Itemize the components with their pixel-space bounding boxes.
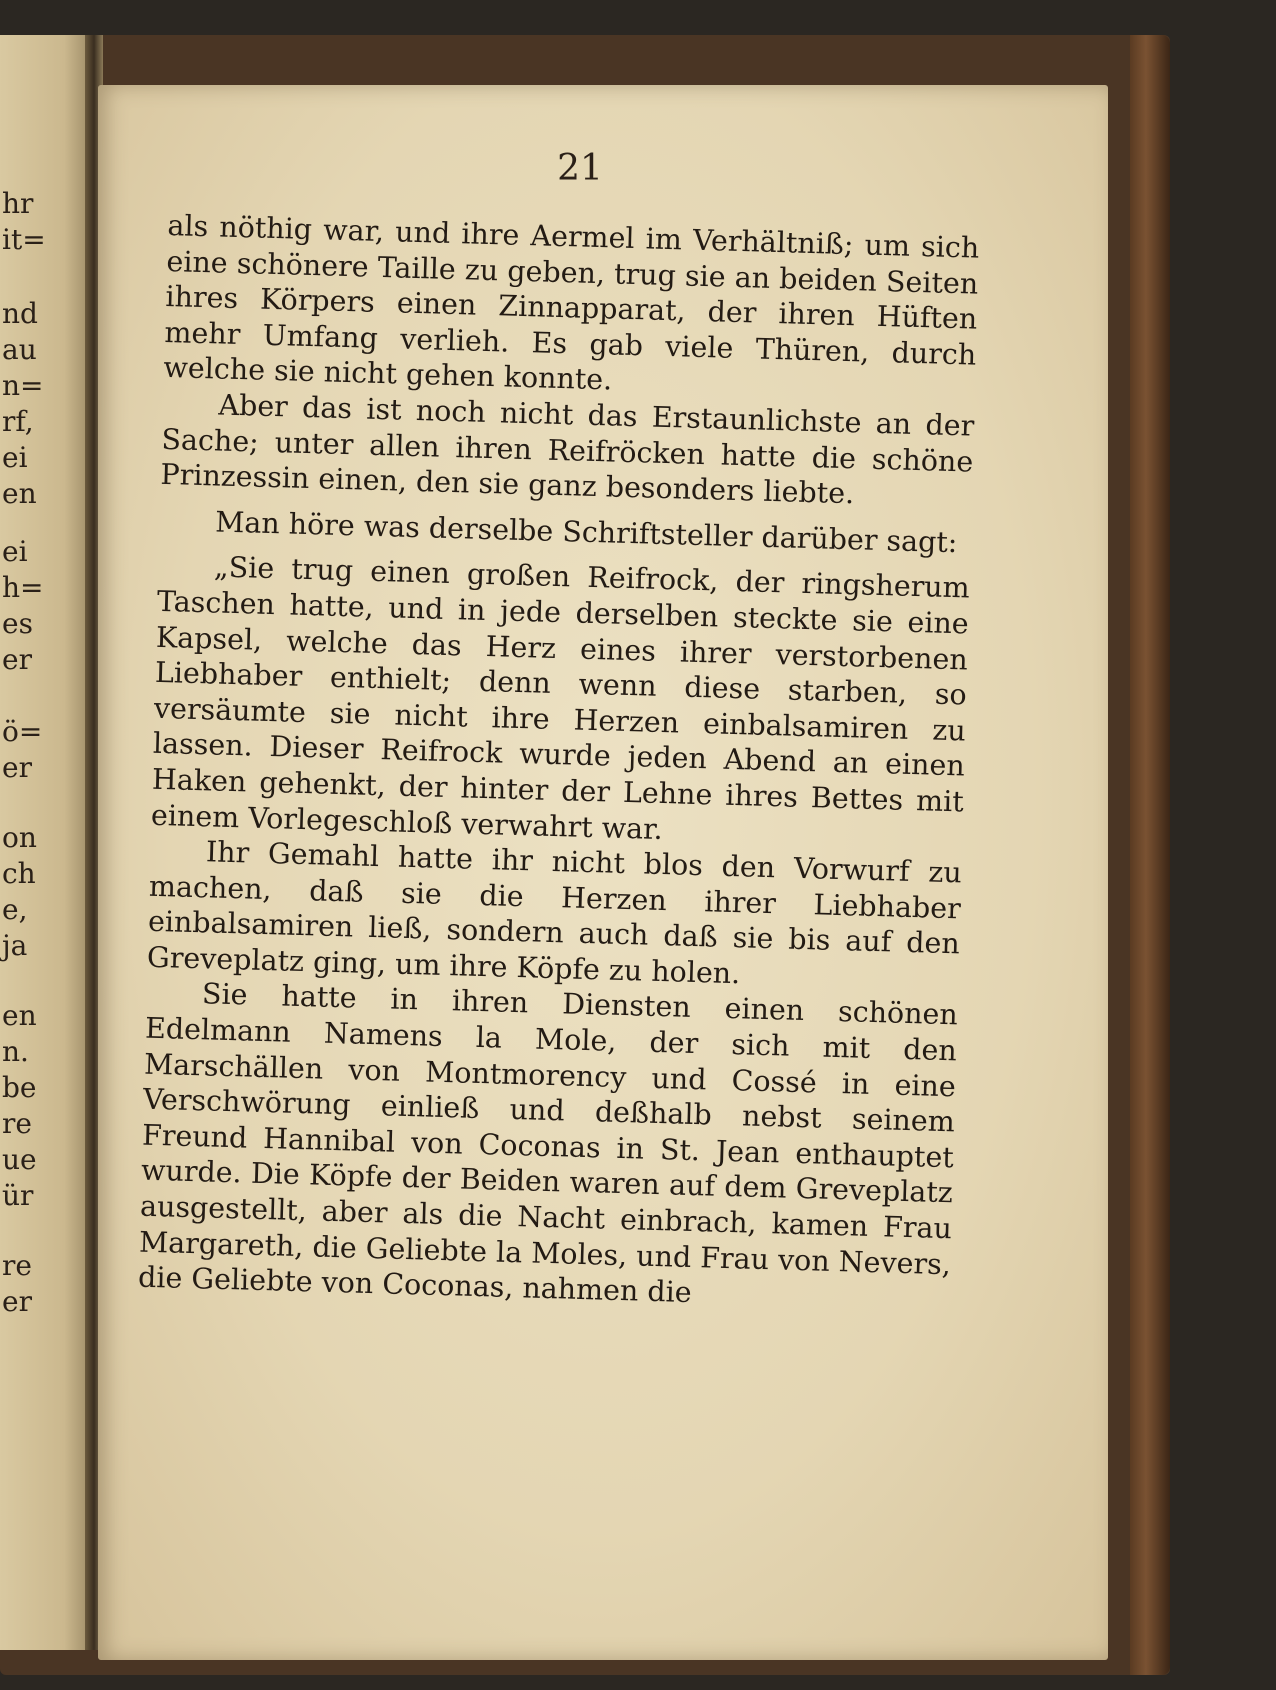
left-fragment: ch <box>2 857 36 890</box>
left-fragment: nd <box>2 297 38 330</box>
page-text <box>138 208 980 1318</box>
left-fragment: n= <box>2 369 44 402</box>
left-fragment: er <box>2 643 32 676</box>
left-fragment: en <box>2 999 37 1032</box>
book-cover-edge <box>1130 35 1170 1675</box>
paragraph: als nöthig war, und ihre Aermel im Verhältniß; um sich eine schönere Taille zu geben, trug sie an beiden Seiten ihres Körpers einen Zinnapparat, der ihren Hüften mehr Umfang verlieh. Es gab viele Thüren, durch welche sie nicht gehen konnte. <box>163 208 980 397</box>
paragraph: Aber das ist noch nicht das Erstaunlichste an der Sache; unter allen ihren Reifröcken hatte die schöne Prinzessin einen, den sie ganz besonders liebte. <box>160 388 975 511</box>
left-fragment: ja <box>2 929 28 962</box>
page-number: 21 <box>557 148 603 189</box>
left-fragment: it= <box>2 223 46 256</box>
left-fragment: ö= <box>2 715 43 748</box>
left-fragment: au <box>2 333 37 366</box>
left-fragment: ür <box>2 1179 34 1212</box>
left-fragment: es <box>2 607 33 640</box>
left-page <box>0 35 92 1650</box>
left-fragment: ei <box>2 535 28 568</box>
paragraph: „Sie trug einen großen Reifrock, der ringsherum Taschen hatte, und in jede derselben steckte sie eine Kapsel, welche das Herz eines ihrer verstorbenen Liebhaber enthielt; denn wenn diese starben, so versäumte sie nicht ihre Herzen einbalsamiren zu lassen. Dieser Reifrock wurde jeden Abend an einen Haken gehenkt, der hinter der Lehne ihres Bettes mit einem Vorlegeschloß verwahrt war. <box>150 550 971 846</box>
left-fragment: e, <box>2 893 28 926</box>
left-fragment: on <box>2 821 37 854</box>
left-fragment: rf, <box>2 405 34 438</box>
left-fragment: re <box>2 1107 32 1140</box>
left-fragment: er <box>2 1285 32 1318</box>
left-fragment: be <box>2 1071 37 1104</box>
paragraph: Man höre was derselbe Schriftsteller darüber sagt: <box>214 505 958 559</box>
left-fragment: ei <box>2 441 28 474</box>
paragraph: Ihr Gemahl hatte ihr nicht blos den Vorwurf zu machen, daß sie die Herzen ihrer Liebhaber einbalsamiren ließ, sondern auch daß sie bis auf den Greveplatz ging, um ihre Köpfe zu holen. <box>146 835 963 991</box>
left-fragment: re <box>2 1249 32 1282</box>
left-fragment: hr <box>2 187 34 220</box>
left-fragment: en <box>2 477 37 510</box>
paragraph: Sie hatte in ihren Diensten einen schönen Edelmann Namens la Mole, der sich mit den Marschällen von Montmorency und Cossé in eine Verschwörung einließ und deßhalb nebst seinem Freund Hannibal von Coconas in St. Jean enthauptet wurde. Die Köpfe der Beiden waren auf dem Greveplatz ausgestellt, aber als die Nacht einbrach, kamen Frau Margareth, die Geliebte la Moles, und Frau von Nevers, die Geliebte von Coconas, nahmen die <box>137 977 959 1310</box>
left-fragment: er <box>2 751 32 784</box>
left-fragment: ue <box>2 1143 37 1176</box>
left-fragment: n. <box>2 1035 29 1068</box>
left-fragment: h= <box>2 571 44 604</box>
